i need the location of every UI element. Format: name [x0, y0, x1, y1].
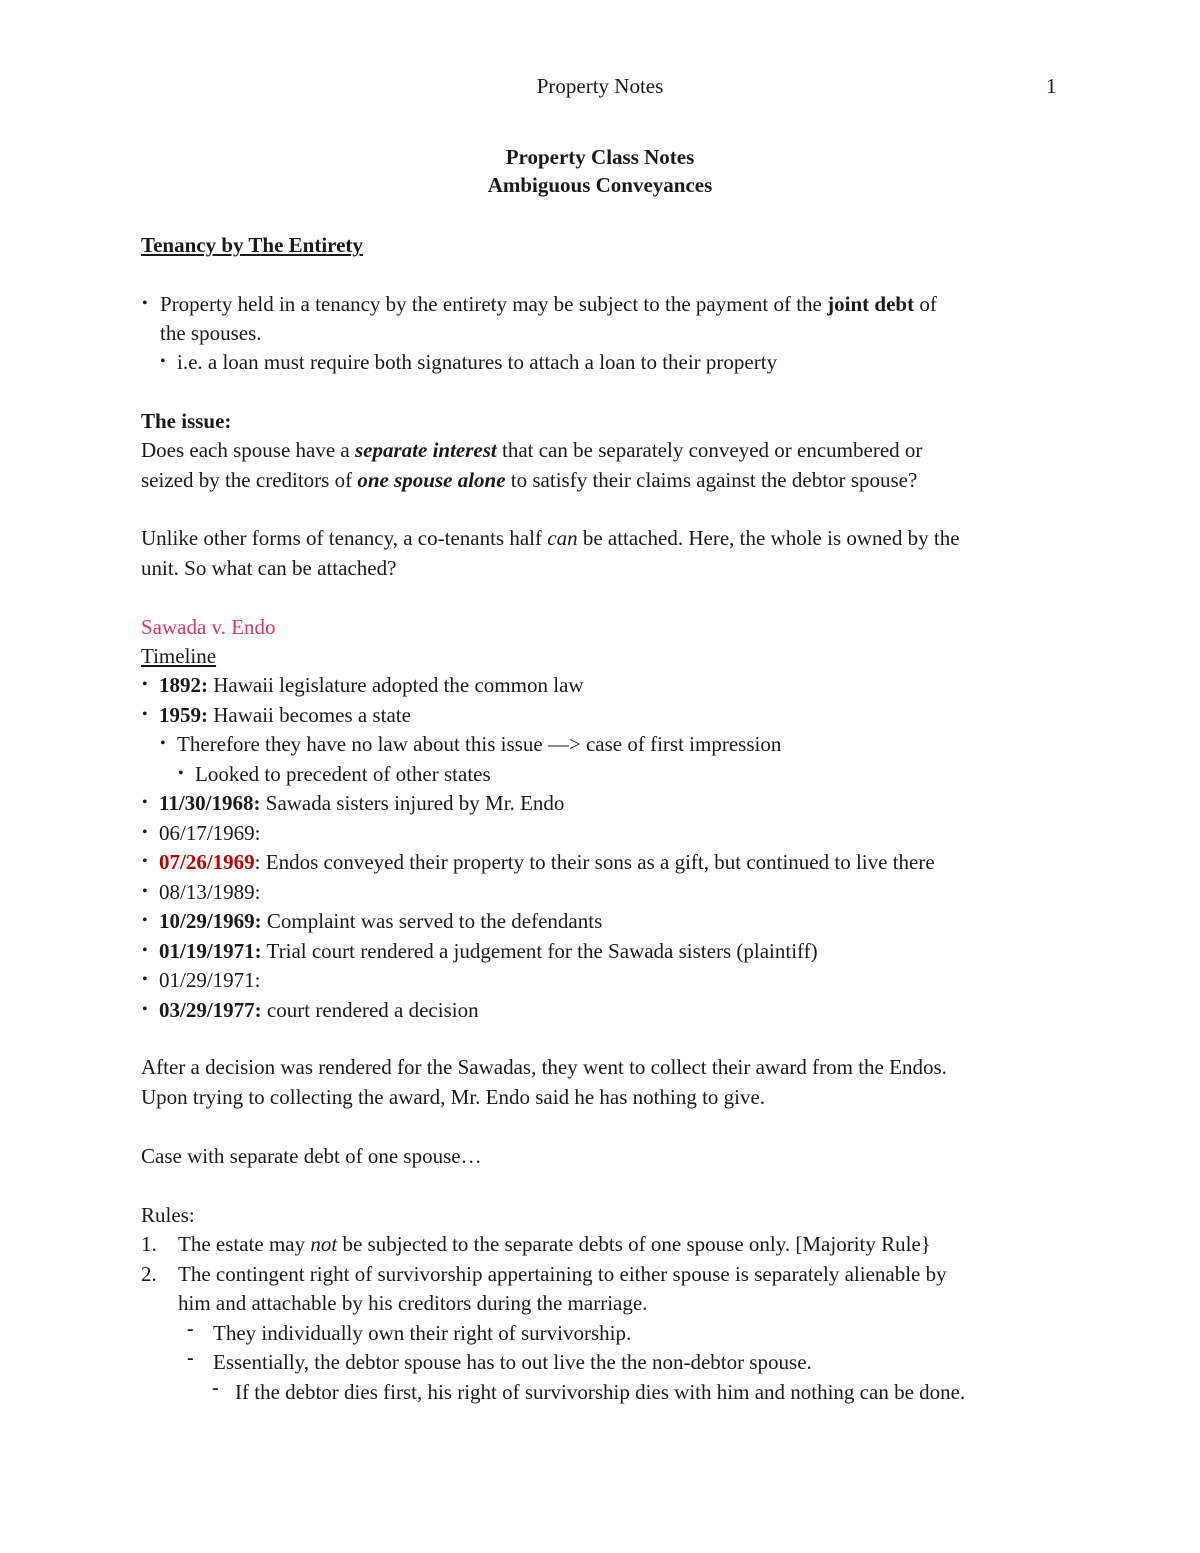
document-title: Property Class Notes — [505, 145, 695, 169]
timeline-text: court rendered a decision — [261, 998, 479, 1022]
bullet-icon: • — [178, 765, 184, 782]
timeline-date: 01/19/1971: — [159, 939, 262, 963]
unlike-paragraph-line: unit. So what can be attached? — [141, 556, 397, 580]
bullet-icon: • — [142, 824, 148, 841]
dash-item-text: If the debtor dies first, his right of survivorship dies with him and nothing can be done. — [235, 1380, 966, 1404]
timeline-date: 06/17/1969: — [159, 821, 261, 845]
bullet-text-continued: the spouses. — [160, 321, 262, 345]
unlike-paragraph-line: Unlike other forms of tenancy, a co-tenants half can be attached. Here, the whole is owned by the — [141, 526, 960, 550]
bullet-icon: • — [142, 1001, 148, 1018]
timeline-text: Hawaii becomes a state — [208, 703, 411, 727]
timeline-text: Trial court rendered a judgement for the Sawada sisters (plaintiff) — [261, 939, 818, 963]
timeline-item — [159, 880, 261, 905]
timeline-date: 11/30/1968: — [159, 791, 261, 815]
timeline-date: 10/29/1969: — [159, 909, 262, 933]
after-paragraph-line: Upon trying to collecting the award, Mr. Endo said he has nothing to give. — [141, 1085, 766, 1109]
dash-icon: - — [187, 1318, 194, 1340]
after-paragraph-line: After a decision was rendered for the Sawadas, they went to collect their award from the Endos. — [141, 1055, 947, 1079]
dash-item-text: Essentially, the debtor spouse has to out live the the non-debtor spouse. — [213, 1350, 812, 1374]
timeline-date: 1892: — [159, 673, 208, 697]
timeline-date: 08/13/1989: — [159, 880, 261, 904]
timeline-text: Hawaii legislature adopted the common law — [208, 673, 584, 697]
rule-text-continued: him and attachable by his creditors during the marriage. — [178, 1291, 648, 1315]
dash-item-text: They individually own their right of survivorship. — [213, 1321, 632, 1345]
bullet-icon: • — [142, 883, 148, 900]
section-heading-tenancy: Tenancy by The Entirety — [141, 233, 363, 257]
timeline-item — [159, 850, 935, 875]
bullet-icon: • — [142, 295, 148, 312]
timeline-date: 1959: — [159, 703, 208, 727]
bullet-icon: • — [142, 794, 148, 811]
timeline-item — [159, 673, 584, 698]
bullet-icon: • — [142, 971, 148, 988]
timeline-text: : Endos conveyed their property to their sons as a gift, but continued to live there — [254, 850, 935, 874]
issue-heading: The issue: — [141, 409, 232, 433]
timeline-item — [159, 703, 411, 728]
separate-debt-line: Case with separate debt of one spouse… — [141, 1144, 482, 1168]
timeline-item — [159, 939, 818, 964]
rule-number: 2. — [141, 1262, 157, 1286]
bullet-icon: • — [142, 912, 148, 929]
bullet-icon: • — [142, 942, 148, 959]
bullet-text: Property held in a tenancy by the entirety may be subject to the payment of the joint debt of — [160, 292, 937, 316]
document-subtitle: Ambiguous Conveyances — [487, 173, 713, 197]
timeline-date: 01/29/1971: — [159, 968, 261, 992]
timeline-item — [159, 998, 479, 1023]
bullet-icon: • — [160, 353, 166, 370]
timeline-text: Looked to precedent of other states — [195, 762, 491, 786]
bullet-icon: • — [142, 853, 148, 870]
bullet-icon: • — [142, 706, 148, 723]
running-header: Property Notes — [536, 74, 664, 98]
timeline-item — [159, 909, 602, 934]
dash-icon: - — [187, 1347, 194, 1369]
dash-icon: - — [212, 1377, 219, 1399]
timeline-text: Therefore they have no law about this issue —> case of first impression — [177, 732, 782, 756]
rule-text: The estate may not be subjected to the separate debts of one spouse only. [Majority Rule} — [178, 1232, 931, 1256]
timeline-item — [159, 968, 261, 993]
rule-number: 1. — [141, 1232, 157, 1256]
bullet-icon: • — [142, 676, 148, 693]
timeline-item — [177, 732, 781, 757]
sub-bullet-text: i.e. a loan must require both signatures to attach a loan to their property — [177, 350, 778, 374]
timeline-item — [159, 791, 564, 816]
case-name: Sawada v. Endo — [141, 615, 276, 639]
timeline-item — [195, 762, 491, 787]
timeline-label: Timeline — [141, 644, 217, 668]
bullet-icon: • — [160, 735, 166, 752]
timeline-text: Complaint was served to the defendants — [261, 909, 603, 933]
timeline-date: 03/29/1977: — [159, 998, 262, 1022]
timeline-item — [159, 821, 261, 846]
rule-text: The contingent right of survivorship appertaining to either spouse is separately alienable by — [178, 1262, 947, 1286]
timeline-text: Sawada sisters injured by Mr. Endo — [260, 791, 565, 815]
timeline-date: 07/26/1969 — [159, 850, 255, 874]
rules-label: Rules: — [141, 1203, 195, 1227]
issue-paragraph-line: seized by the creditors of one spouse alone to satisfy their claims against the debtor spouse? — [141, 468, 918, 492]
issue-paragraph-line: Does each spouse have a separate interest that can be separately conveyed or encumbered or — [141, 438, 923, 462]
page-number: 1 — [1046, 74, 1057, 98]
